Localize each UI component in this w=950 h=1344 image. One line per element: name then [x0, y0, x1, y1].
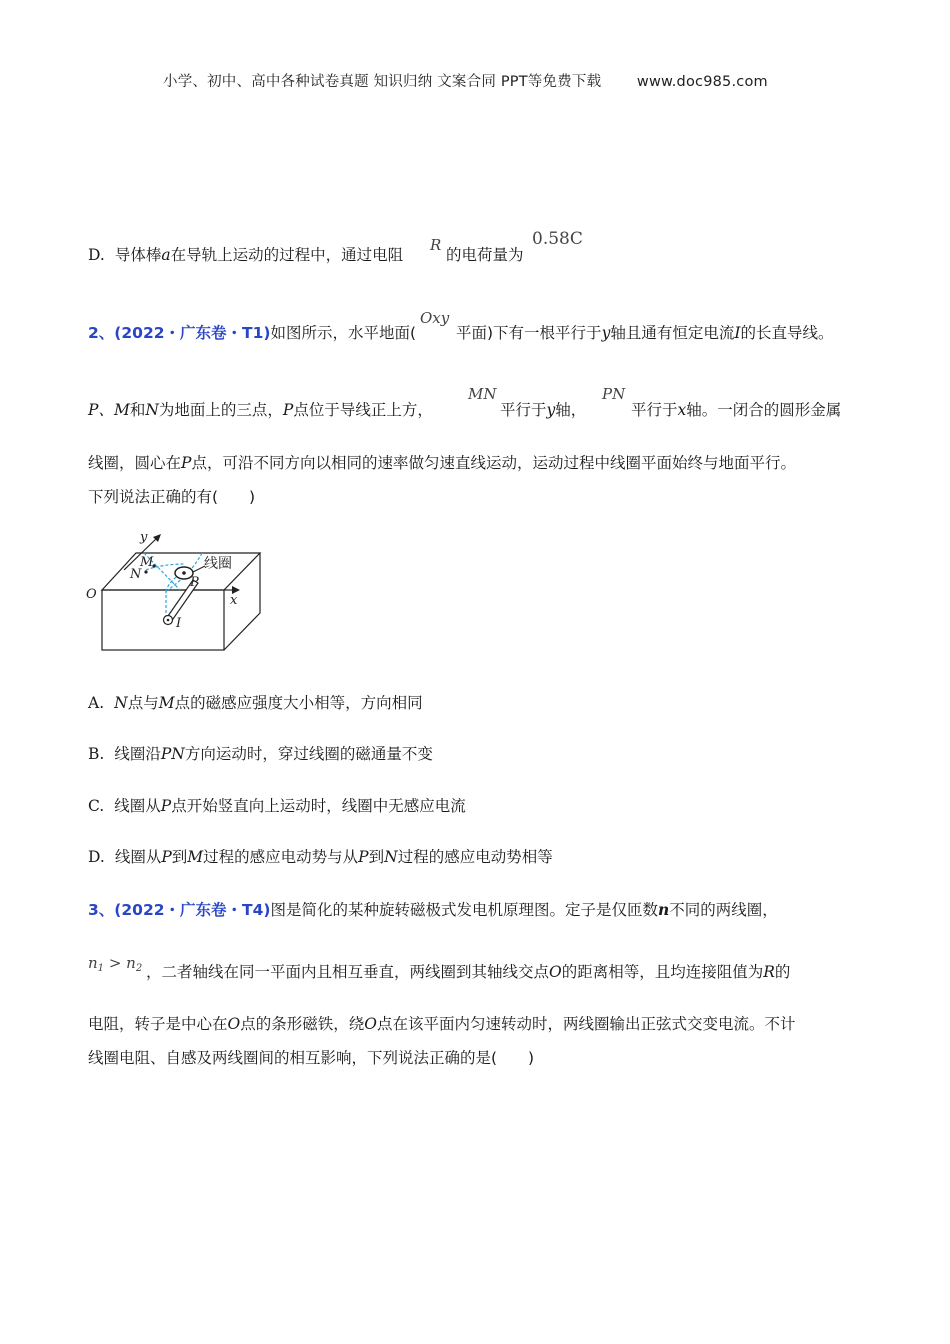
text-seg: 线圈从 — [114, 797, 161, 815]
fig-label-P: P — [190, 575, 199, 590]
q3-source: (2022・广东卷・T4) — [114, 901, 271, 919]
text-seg: 到 — [368, 848, 385, 866]
fig-label-M: M — [140, 555, 154, 570]
q2-option-d[interactable] — [88, 846, 553, 868]
point-N — [144, 570, 147, 573]
q2-line-2 — [88, 399, 433, 421]
text-seg: 平面)下有一根平行于 — [456, 324, 602, 342]
var-R: R — [763, 963, 775, 981]
q3-number: 3、 — [88, 901, 115, 919]
text-seg: ，二者轴线在同一平面内且相互垂直，两线圈到其轴线交点 — [146, 963, 550, 981]
text-seg: 点与 — [127, 694, 159, 712]
text-seg: 导体棒 — [114, 246, 162, 264]
fig-label-I: I — [176, 616, 182, 631]
var-y: y — [601, 324, 611, 342]
text-seg: 线圈沿 — [114, 745, 161, 763]
q3-line-4: 线圈电阻、自感及两线圈间的相互影响，下列说法正确的是( ) — [88, 1049, 535, 1067]
text-seg: 线圈从 — [114, 848, 162, 866]
option-letter: C. — [88, 797, 105, 815]
var-n: n — [657, 900, 670, 919]
text-seg: 平行于 — [500, 401, 547, 419]
coil-center — [182, 571, 186, 575]
var-P: P — [282, 401, 294, 419]
text-seg: 过程的感应电动势相等 — [397, 848, 553, 866]
q2-option-b[interactable] — [88, 743, 433, 765]
var-M: M — [113, 401, 130, 419]
header-text: 小学、初中、高中各种试卷真题 知识归纳 文案合同 PPT等免费下载 — [163, 74, 602, 90]
var-O: O — [364, 1015, 377, 1033]
q2-line-1b — [456, 322, 833, 344]
q2-line-1 — [88, 322, 416, 344]
text-seg: 不同的两线圈， — [669, 901, 778, 919]
var: PN — [160, 745, 185, 763]
option-letter: B. — [88, 745, 105, 763]
q2-line-3 — [88, 452, 796, 474]
var-x: x — [677, 401, 687, 419]
prev-option-d — [88, 244, 403, 266]
text-seg: 点，可沿不同方向以相同的速率做匀速直线运动，运动过程中线圈平面始终与地面平行。 — [191, 454, 796, 472]
sub-2: 2 — [135, 963, 143, 974]
var: N — [114, 694, 128, 712]
q2-number: 2、 — [88, 324, 115, 342]
text-seg: 点的条形磁铁，绕 — [240, 1015, 365, 1033]
sub-1: 1 — [97, 963, 105, 974]
text-seg: 如图所示，水平地面( — [270, 324, 417, 342]
text-seg: 点位于导线正上方， — [293, 401, 433, 419]
text-seg: 的距离相等，且均连接阻值为 — [561, 963, 764, 981]
text-seg: 的长直导线。 — [740, 324, 834, 342]
q2-line-2c — [631, 399, 841, 421]
text-seg: 的电荷量为 — [446, 246, 524, 264]
q3-line-3 — [88, 1013, 795, 1035]
option-letter: D. — [88, 246, 105, 264]
pn-label: PN — [602, 385, 626, 403]
fig-label-coil: 线圈 — [204, 556, 232, 572]
fig-label-x: x — [230, 593, 238, 608]
var: P — [160, 797, 172, 815]
q2-line-4: 下列说法正确的有( ) — [88, 488, 256, 506]
var-a: a — [161, 246, 171, 264]
var: P — [358, 848, 369, 866]
oxy-label: Oxy — [420, 309, 450, 327]
var-n2: n — [126, 954, 136, 972]
text-seg: 轴。一闭合的圆形金属 — [686, 401, 842, 419]
q2-option-c[interactable] — [88, 795, 466, 817]
charge-value: 0.58C — [532, 229, 583, 249]
fig-label-O: O — [86, 587, 97, 602]
text-seg: 为地面上的三点， — [158, 401, 283, 419]
var-O: O — [549, 963, 562, 981]
q2-figure — [84, 528, 274, 656]
text-seg: 和 — [129, 401, 146, 419]
text-seg: 电阻，转子是中心在 — [88, 1015, 228, 1033]
fig-label-N: N — [130, 567, 142, 582]
var: M — [187, 848, 204, 866]
n1-gt-n2 — [88, 954, 142, 974]
gt-sign: > — [104, 954, 127, 972]
text-seg: 方向运动时，穿过线圈的磁通量不变 — [184, 745, 433, 763]
page-header — [163, 70, 768, 91]
var-y: y — [546, 401, 556, 419]
var-P: P — [181, 454, 192, 472]
q2-option-a[interactable] — [88, 692, 423, 714]
text-seg: 点在该平面内匀速转动时，两线圈输出正弦式交变电流。不计 — [376, 1015, 796, 1033]
text-seg: 点的磁感应强度大小相等，方向相同 — [174, 694, 423, 712]
q3-line-1 — [88, 899, 778, 921]
text-seg: 过程的感应电动势与从 — [203, 848, 359, 866]
text-seg: 线圈，圆心在 — [88, 454, 182, 472]
text-seg: 点开始竖直向上运动时，线圈中无感应电流 — [171, 797, 466, 815]
text-seg: 在导轨上运动的过程中，通过电阻 — [170, 246, 404, 264]
current-dot — [167, 619, 170, 622]
text-seg: P、 — [88, 401, 114, 419]
text-seg: 平行于 — [631, 401, 678, 419]
var-R: R — [430, 236, 442, 254]
option-letter: A. — [88, 694, 105, 712]
q2-source: (2022・广东卷・T1) — [114, 324, 271, 342]
var: P — [161, 848, 172, 866]
q2-line-2b — [500, 399, 586, 421]
var: M — [158, 694, 175, 712]
text-seg: 的 — [774, 963, 791, 981]
fig-label-y: y — [140, 530, 148, 545]
option-letter: D. — [88, 848, 105, 866]
text-seg: 轴且通有恒定电流 — [610, 324, 735, 342]
text-seg: 轴， — [555, 401, 587, 419]
mn-label: MN — [468, 385, 497, 403]
header-site-link[interactable]: www.doc985.com — [636, 74, 768, 90]
text-seg: 图是简化的某种旋转磁极式发电机原理图。定子是仅匝数 — [270, 901, 658, 919]
var: N — [384, 848, 398, 866]
q3-line-2 — [146, 961, 790, 983]
var-I: I — [734, 324, 741, 342]
var-O: O — [227, 1015, 241, 1033]
var-N: N — [145, 401, 159, 419]
var-n1: n — [88, 954, 98, 972]
text-seg: 到 — [171, 848, 188, 866]
